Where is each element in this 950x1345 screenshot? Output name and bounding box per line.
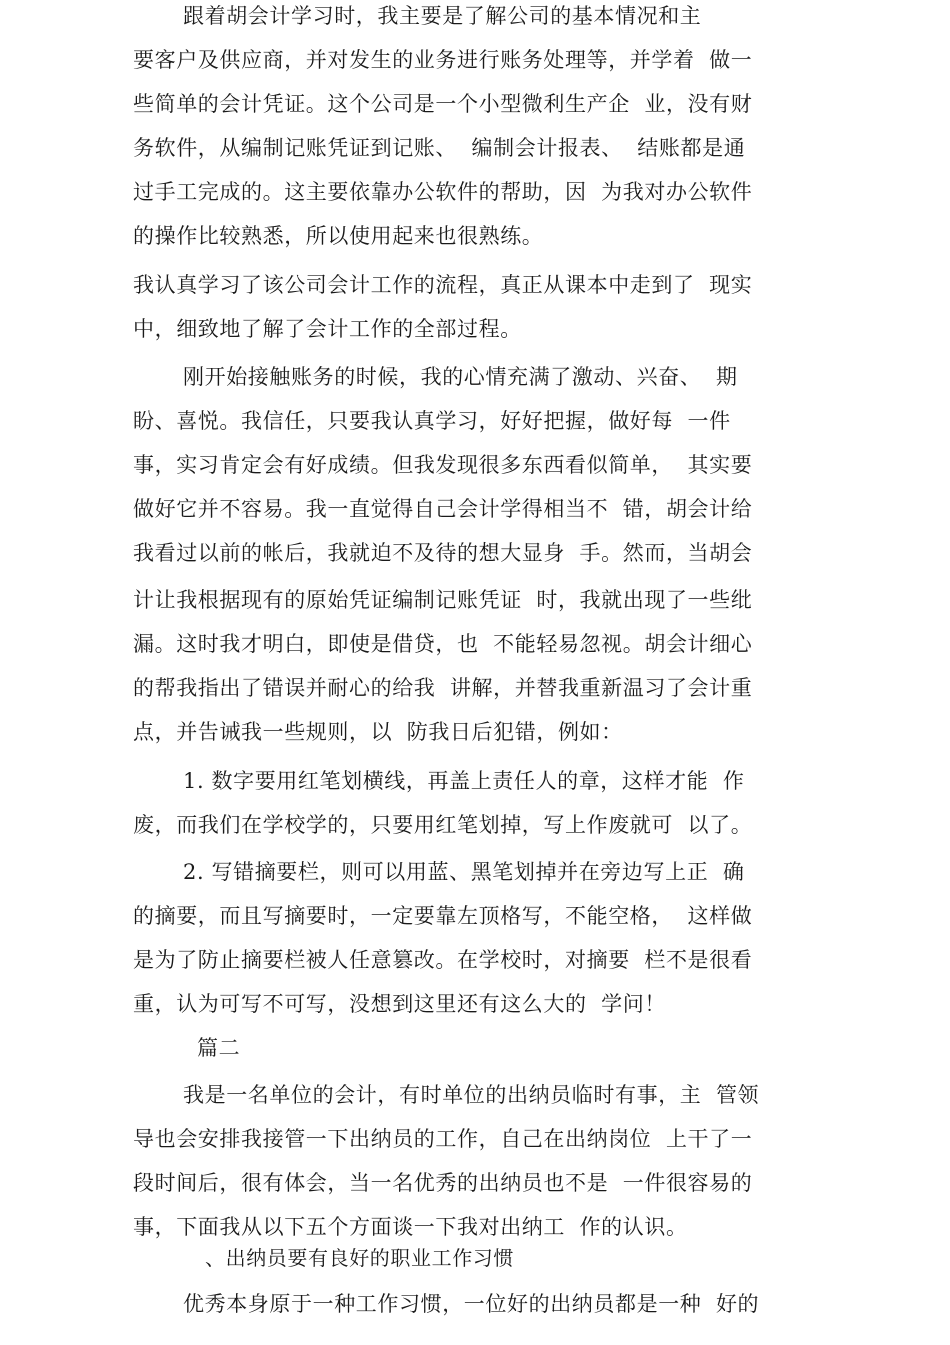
list-item-line: 2. 写错摘要栏，则可以用蓝、黑笔划掉并在旁边写上正 确 [183,860,745,884]
paragraph-line: 的帮我指出了错误并耐心的给我 讲解，并替我重新温习了会计重 [133,676,753,700]
paragraph-line: 我看过以前的帐后，我就迫不及待的想大显身 手。然而，当胡会 [133,541,753,565]
paragraph-line: 的操作比较熟悉，所以使用起来也很熟练。 [133,224,544,248]
list-item-line: 废，而我们在学校学的，只要用红笔划掉，写上作废就可 以了。 [133,813,753,837]
paragraph-line: 中，细致地了解了会计工作的全部过程。 [133,317,522,341]
paragraph-line: 些简单的会计凭证。这个公司是一个小型微利生产企 业，没有财 [133,92,753,116]
paragraph-line: 要客户及供应商，并对发生的业务进行账务处理等，并学着 做一 [133,48,753,72]
subsection-heading: 、出纳员要有良好的职业工作习惯 [205,1246,514,1270]
list-item-line: 重，认为可写不可写，没想到这里还有这么大的 学问！ [133,992,666,1016]
list-item-line: 的摘要，而且写摘要时，一定要靠左顶格写，不能空格， 这样做 [133,904,753,928]
section-heading: 篇二 [197,1036,241,1060]
paragraph-line: 刚开始接触账务的时候，我的心情充满了激动、兴奋、 期 [183,365,738,389]
paragraph-line: 盼、喜悦。我信任，只要我认真学习，好好把握，做好每 一件 [133,409,731,433]
paragraph-line: 务软件，从编制记账凭证到记账、 编制会计报表、 结账都是通 [133,136,746,160]
paragraph-line: 事，下面我从以下五个方面谈一下我对出纳工 作的认识。 [133,1215,688,1239]
paragraph-line: 事，实习肯定会有好成绩。但我发现很多东西看似简单， 其实要 [133,453,753,477]
paragraph-line: 计让我根据现有的原始凭证编制记账凭证 时，我就出现了一些纰 [133,588,753,612]
paragraph-line: 我认真学习了该公司会计工作的流程，真正从课本中走到了 现实 [133,273,753,297]
paragraph-line: 做好它并不容易。我一直觉得自己会计学得相当不 错，胡会计给 [133,497,753,521]
paragraph-line: 我是一名单位的会计，有时单位的出纳员临时有事，主 管领 [183,1083,760,1107]
paragraph-line: 过手工完成的。这主要依靠办公软件的帮助，因 为我对办公软件 [133,180,753,204]
paragraph-line: 导也会安排我接管一下出纳员的工作，自己在出纳岗位 上干了一 [133,1127,753,1151]
list-item-line: 是为了防止摘要栏被人任意篡改。在学校时，对摘要 栏不是很看 [133,948,753,972]
list-item-line: 1. 数字要用红笔划横线，再盖上责任人的章，这样才能 作 [183,769,745,793]
paragraph-line: 优秀本身原于一种工作习惯，一位好的出纳员都是一种 好的 [183,1292,760,1316]
paragraph-line: 跟着胡会计学习时，我主要是了解公司的基本情况和主 [183,4,702,28]
paragraph-line: 点，并告诫我一些规则，以 防我日后犯错，例如： [133,720,623,744]
paragraph-line: 段时间后，很有体会，当一名优秀的出纳员也不是 一件很容易的 [133,1171,753,1195]
paragraph-line: 漏。这时我才明白，即使是借贷，也 不能轻易忽视。胡会计细心 [133,632,753,656]
